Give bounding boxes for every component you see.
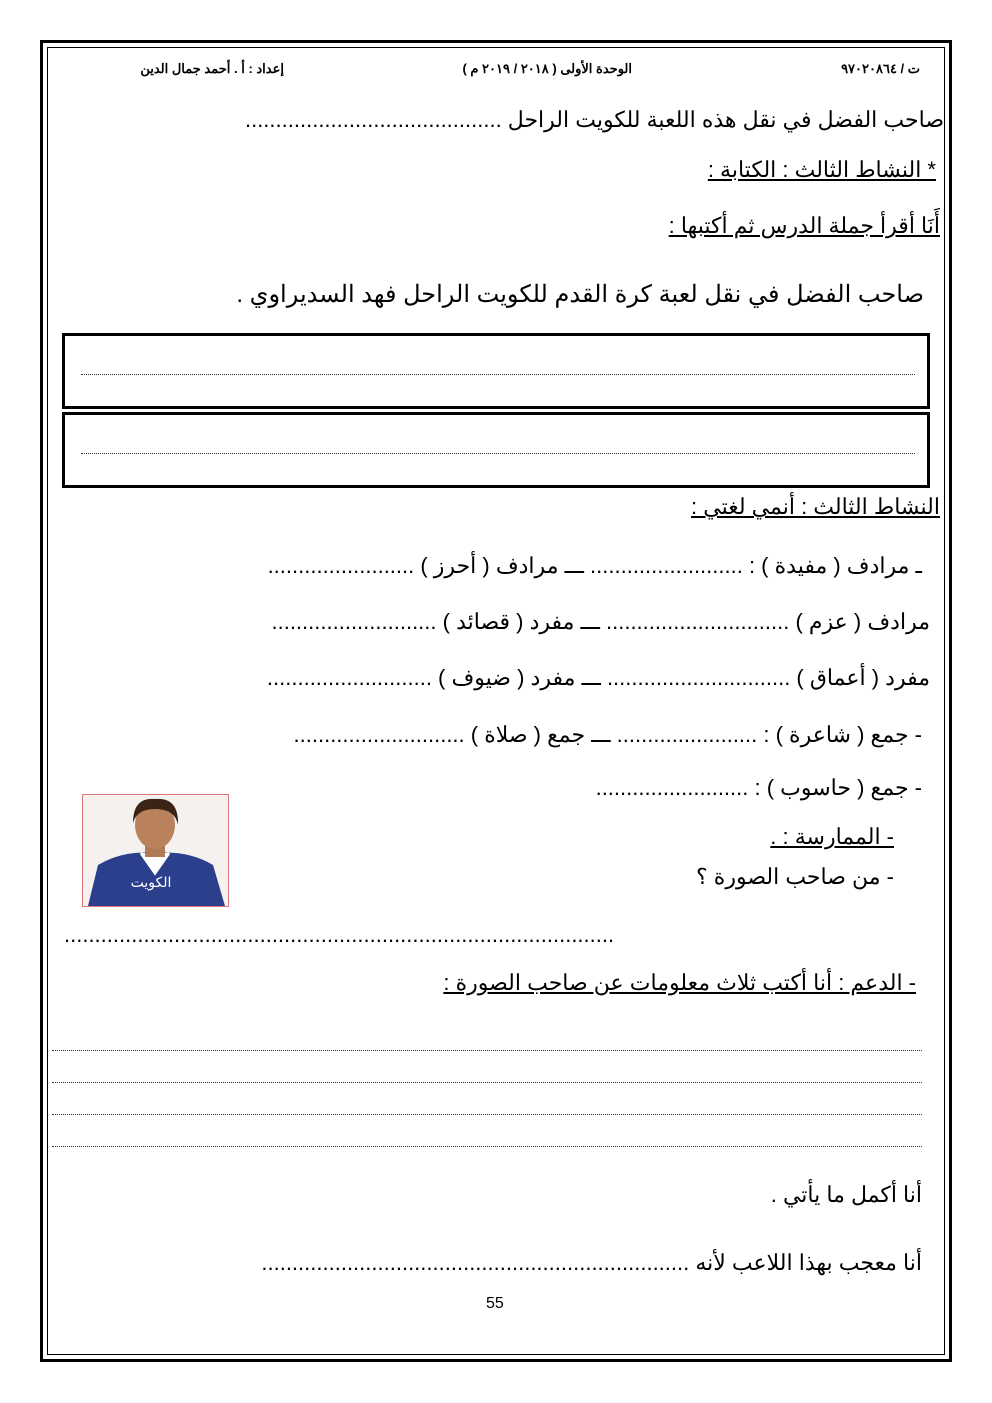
question: - من صاحب الصورة ؟ — [696, 864, 894, 889]
lesson-sentence: صاحب الفضل في نقل لعبة كرة القدم للكويت الراحل فهد السديراوي . — [236, 281, 924, 308]
answer-line[interactable] — [52, 1146, 922, 1147]
exercise-line: ـ مرادف ( مفيدة ) : ......................... ـــ مرادف ( أحرز ) ........................ — [267, 553, 922, 578]
header-author: إعداد : أ . أحمد جمال الدين — [140, 61, 284, 76]
exercise-line: مرادف ( عزم ) .............................. ـــ مفرد ( قصائد ) ........................... — [271, 609, 930, 634]
answer-line[interactable] — [52, 1082, 922, 1083]
complete-line: أنا معجب بهذا اللاعب لأنه ...................................................................... — [261, 1250, 922, 1275]
header-phone: ت / ٩٧٠٢٠٨٦٤ — [841, 61, 920, 76]
top-sentence: صاحب الفضل في نقل هذه اللعبة للكويت الراحل .......................................... — [244, 107, 944, 132]
answer-line[interactable] — [52, 1050, 922, 1051]
activity-language-title: النشاط الثالث : أنمي لغتي : — [691, 494, 940, 519]
exercise-line: - جمع ( حاسوب ) : ......................... — [595, 775, 922, 800]
photo-caption: الكويت — [130, 875, 172, 891]
activity-writing-title: * النشاط الثالث : الكتابة : — [707, 157, 936, 182]
exercise-line: - جمع ( شاعرة ) : ....................... ـــ جمع ( صلاة ) ............................ — [293, 722, 922, 747]
answer-line[interactable] — [52, 1114, 922, 1115]
exercise-line: مفرد ( أعماق ) .............................. ـــ مفرد ( ضيوف ) ........................... — [266, 665, 930, 690]
support-title: - الدعم : أنا أكتب ثلاث معلومات عن صاحب الصورة : — [443, 970, 916, 995]
writing-box-1[interactable] — [62, 333, 930, 409]
page-number: 55 — [486, 1295, 504, 1312]
answer-line[interactable]: .......................................................................................... — [64, 922, 615, 947]
read-write-title: أَنَا أقرأ جملة الدرس ثم أكتبها : — [668, 213, 940, 238]
page-border-inner — [47, 47, 945, 1355]
header-unit: الوحدة الأولى ( ٢٠١٨ / ٢٠١٩ م ) — [462, 61, 632, 76]
player-photo — [82, 794, 229, 907]
writing-box-2[interactable] — [62, 412, 930, 488]
practice-title: - الممارسة : . — [770, 824, 894, 849]
complete-title: أنا أكمل ما يأتي . — [770, 1182, 922, 1207]
